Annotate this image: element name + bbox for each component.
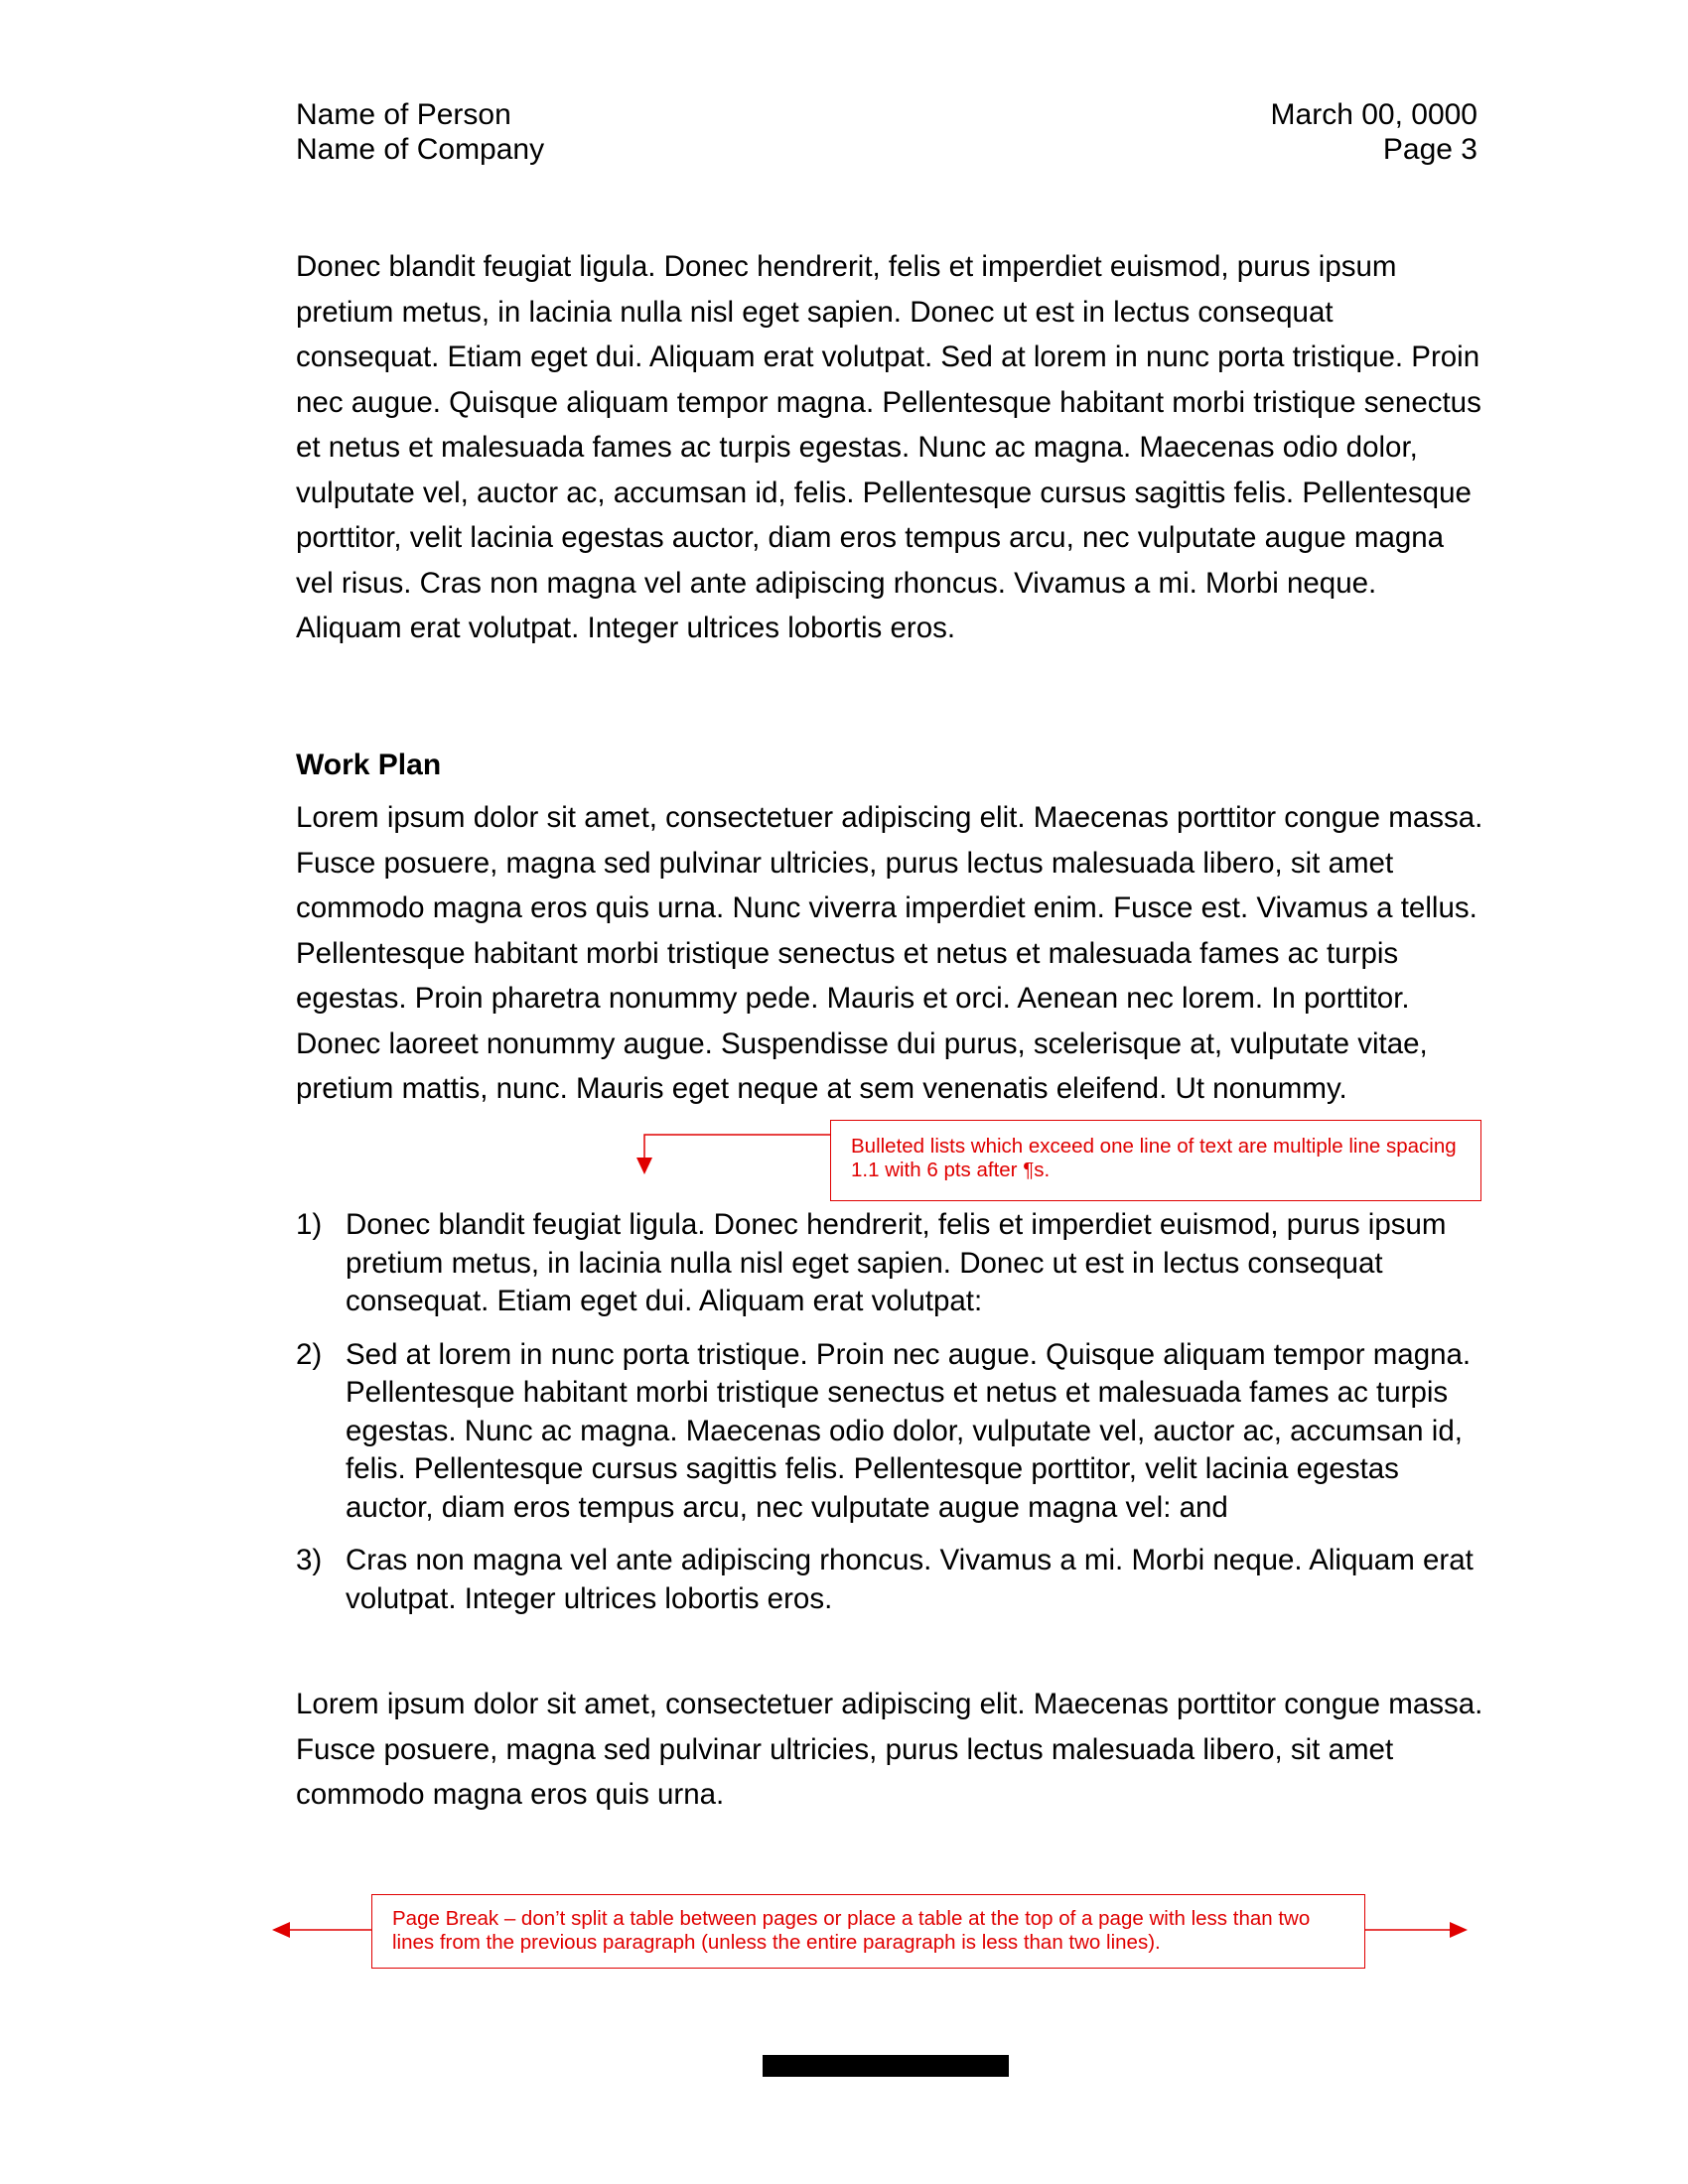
arrow-down-icon bbox=[636, 1158, 652, 1174]
person-name: Name of Person bbox=[296, 98, 511, 131]
page-break-divider bbox=[763, 2055, 1009, 2077]
list-number: 1) bbox=[296, 1208, 323, 1241]
list-spacing-note: Bulleted lists which exceed one line of text are multiple line spacing 1.1 with 6 pts after ¶s. bbox=[830, 1120, 1481, 1201]
page-number: Page 3 bbox=[1382, 133, 1477, 166]
date: March 00, 0000 bbox=[1270, 98, 1477, 131]
list-item-text: Sed at lorem in nunc porta tristique. Proin nec augue. Quisque aliquam tempor magna. Pellentesque habitant morbi tristique senectus et netus et malesuada fames ac turpis egestas. Nunc ac magna. Maecenas odio dolor, vulputate vel, auctor ac, accumsan id, felis. Pellentesque cursus sagittis felis. Pellentesque porttitor, velit lacinia egestas auctor, diam eros tempus arcu, nec vulputate augue magna vel: and bbox=[346, 1337, 1472, 1524]
list-note-leader-line bbox=[644, 1135, 830, 1160]
page-break-note: Page Break – don’t split a table between pages or place a table at the top of a page with less than two lines from the previous paragraph (unless the entire paragraph is less than two lines). bbox=[371, 1894, 1365, 1969]
list-number: 3) bbox=[296, 1544, 323, 1576]
work-plan-paragraph: Lorem ipsum dolor sit amet, consectetuer adipiscing elit. Maecenas porttitor congue massa. Fusce posuere, magna sed pulvinar ultricies, purus lectus malesuada libero, sit amet commodo magna eros quis urna. Nunc viverra imperdiet enim. Fusce est. Vivamus a tellus. Pellentesque habitant morbi tristique senectus et netus et malesuada fames ac turpis egestas. Proin pharetra nonummy pede. Mauris et orci. Aenean nec lorem. In porttitor. Donec laoreet nonummy augue. Suspendisse dui purus, scelerisque at, vulputate vitae, pretium mattis, nunc. Mauris eget neque at sem venenatis eleifend. Ut nonummy. bbox=[296, 801, 1483, 1105]
list-item-text: Cras non magna vel ante adipiscing rhoncus. Vivamus a mi. Morbi neque. Aliquam erat volutpat. Integer ultrices lobortis eros. bbox=[346, 1544, 1474, 1615]
intro-paragraph: Donec blandit feugiat ligula. Donec hendrerit, felis et imperdiet euismod, purus ipsum pretium metus, in lacinia nulla nisl eget sapien. Donec ut est in lectus consequat consequat. Etiam eget dui. Aliquam erat volutpat. Sed at lorem in nunc porta tristique. Proin nec augue. Quisque aliquam tempor magna. Pellentesque habitant morbi tristique senectus et netus et malesuada fames ac turpis egestas. Nunc ac magna. Maecenas odio dolor, vulputate vel, auctor ac, accumsan id, felis. Pellentesque cursus sagittis felis. Pellentesque porttitor, velit lacinia egestas auctor, diam eros tempus arcu, nec vulputate augue magna vel risus. Cras non magna vel ante adipiscing rhoncus. Vivamus a mi. Morbi neque. Aliquam erat volutpat. Integer ultrices lobortis eros. bbox=[296, 250, 1481, 644]
list-item-text: Donec blandit feugiat ligula. Donec hendrerit, felis et imperdiet euismod, purus ipsum pretium metus, in lacinia nulla nisl eget sapien. Donec ut est in lectus consequat consequat. Etiam eget dui. Aliquam erat volutpat: bbox=[346, 1208, 1447, 1317]
arrow-right-icon bbox=[1450, 1922, 1468, 1938]
company-name: Name of Company bbox=[296, 133, 545, 166]
section-heading-work-plan: Work Plan bbox=[296, 749, 442, 781]
arrow-left-icon bbox=[272, 1922, 290, 1938]
closing-paragraph: Lorem ipsum dolor sit amet, consectetuer adipiscing elit. Maecenas porttitor congue massa. Fusce posuere, magna sed pulvinar ultricies, purus lectus malesuada libero, sit amet commodo magna eros quis urna. bbox=[296, 1688, 1483, 1811]
list-number: 2) bbox=[296, 1337, 323, 1371]
